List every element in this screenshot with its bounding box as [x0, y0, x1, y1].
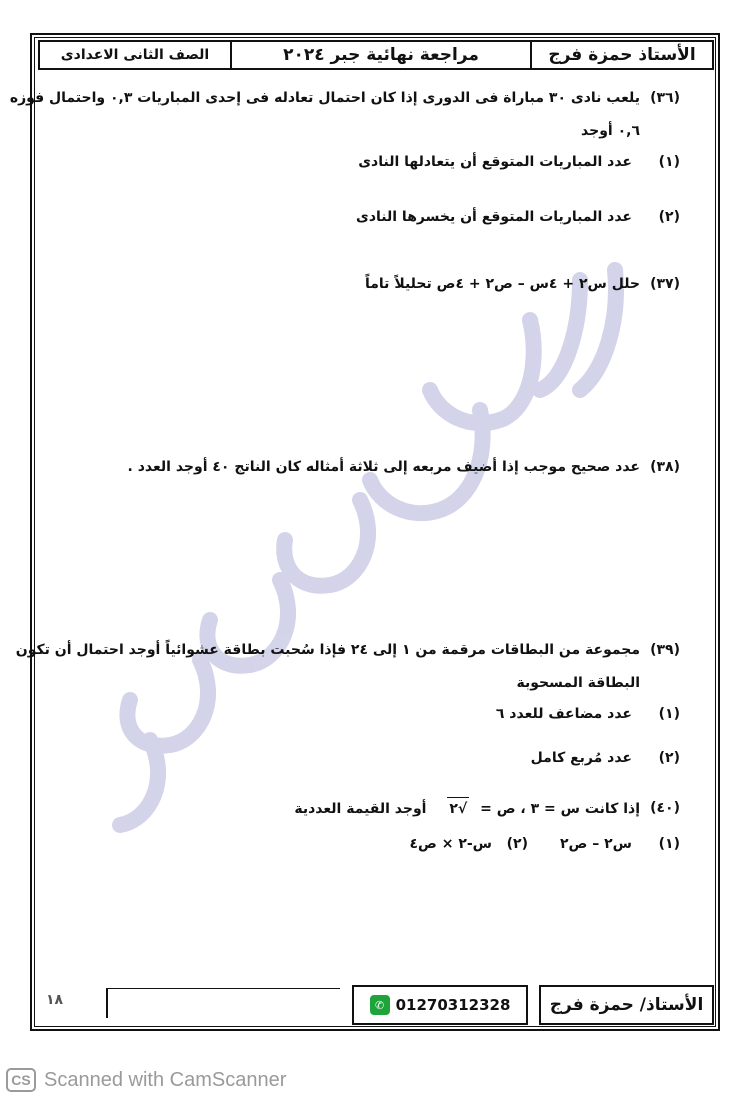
page-number: ١٨: [46, 992, 64, 1008]
question-number: (٣٧): [650, 276, 680, 292]
part-text: س٢ – ص٢: [559, 836, 632, 852]
question-text: البطاقة المسحوبة: [516, 675, 640, 691]
question-36-part-1: [358, 154, 680, 170]
question-text-a: إذا كانت س = ٣ ، ص =: [480, 801, 640, 817]
page-number-box: [38, 988, 108, 1018]
header-grade: الصف الثانى الاعدادى: [60, 47, 210, 63]
question-number: (٤٠): [650, 800, 680, 816]
header-title: مراجعة نهائية جبر ٢٠٢٤: [283, 45, 479, 65]
part-text: عدد مضاعف للعدد ٦: [495, 706, 632, 722]
part-number: (١): [658, 154, 680, 170]
part-text: عدد المباريات المتوقع أن يتعادلها النادى: [358, 154, 632, 170]
question-39-part-2: [530, 750, 680, 766]
sqrt-value: ٢: [449, 801, 458, 817]
camscanner-mark: [6, 1068, 286, 1092]
question-number: (٣٦): [650, 90, 680, 106]
question-text: حلل س٢ + ٤س – ص٢ + ٤ص تحليلاً تاماً: [365, 276, 640, 292]
question-text: يلعب نادى ٣٠ مباراة فى الدورى إذا كان احتمال تعادله فى إحدى المباريات ٠,٣ واحتمال فوزه: [9, 90, 640, 106]
footer-divider: [108, 988, 340, 989]
question-text: عدد صحيح موجب إذا أضيف مربعه إلى ثلاثة أمثاله كان الناتج ٤٠ أوجد العدد .: [127, 459, 640, 475]
part-number: (٢): [658, 209, 680, 225]
header-teacher: الأستاذ حمزة فرج: [548, 45, 696, 65]
footer-teacher: الأستاذ/ حمزة فرج: [549, 995, 704, 1015]
footer-teacher-box: [539, 985, 714, 1025]
question-36: [10, 87, 678, 109]
question-text-b: أوجد القيمة العددية: [294, 801, 427, 817]
question-37: [365, 273, 678, 295]
question-number: (٣٨): [650, 459, 680, 475]
question-40-part-1: [559, 836, 680, 852]
header-title-box: [232, 40, 530, 70]
question-text: مجموعة من البطاقات مرقمة من ١ إلى ٢٤ فإذا سُحبت بطاقة عشوائياً أوجد احتمال أن تكون: [15, 642, 640, 658]
whatsapp-icon: ✆: [370, 995, 390, 1015]
question-40-part-2: [409, 836, 528, 852]
question-40: [294, 797, 678, 820]
question-number: (٣٩): [650, 642, 680, 658]
header-grade-box: [38, 40, 232, 70]
footer-phone: 01270312328: [395, 996, 511, 1014]
camscanner-logo-icon: CS: [6, 1068, 36, 1092]
footer-phone-box: [352, 985, 528, 1025]
part-text: س-٢ × ص٤: [409, 836, 492, 852]
part-text: عدد المباريات المتوقع أن يخسرها النادى: [356, 209, 632, 225]
question-text: ٠,٦ أوجد: [581, 123, 640, 139]
question-39-part-1: [495, 706, 680, 722]
part-text: عدد مُربع كامل: [530, 750, 632, 766]
question-36-line2: [581, 120, 678, 142]
question-38: [128, 456, 678, 478]
part-number: (١): [658, 706, 680, 722]
question-39-line2: [517, 672, 679, 694]
part-number: (٢): [658, 750, 680, 766]
sqrt-expression: √٢: [447, 797, 469, 820]
part-number: (٢): [506, 836, 528, 852]
part-number: (١): [658, 836, 680, 852]
page-frame: [30, 33, 720, 1031]
question-39: [16, 639, 678, 661]
camscanner-text: Scanned with CamScanner: [44, 1068, 287, 1091]
header-teacher-box: [530, 40, 714, 70]
question-36-part-2: [356, 209, 680, 225]
